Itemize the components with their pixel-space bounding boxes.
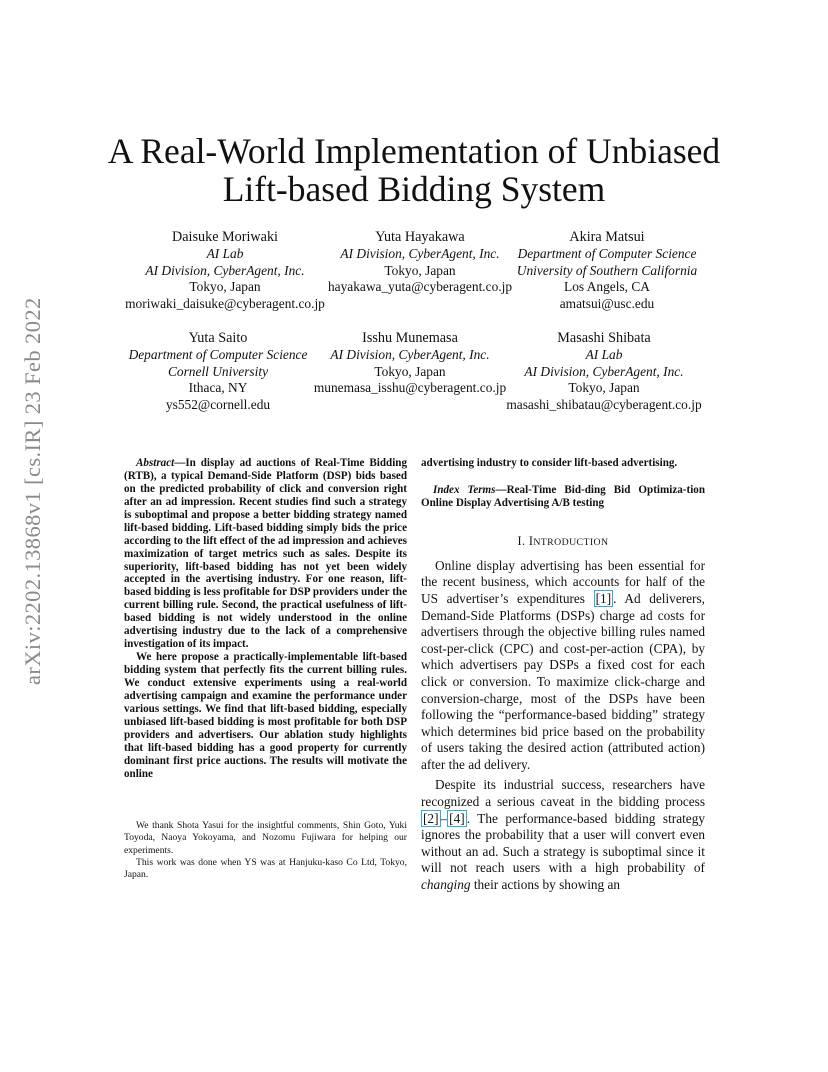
- section-title-rest: NTRODUCTION: [533, 536, 609, 548]
- footnote-acknowledgement: We thank Shota Yasui for the insightful comments, Shin Goto, Yuki Toyoda, Naoya Yokoyama, and Nozomu Fujiwara for helping our experiments.: [124, 820, 407, 856]
- author-email[interactable]: munemasa_isshu@cyberagent.co.jp: [313, 380, 507, 396]
- abstract-paragraph-1: [124, 457, 407, 651]
- abstract-continuation: advertising industry to consider lift-based advertising.: [421, 457, 678, 469]
- author-location: Ithaca, NY: [188, 380, 248, 396]
- author-block: [314, 330, 506, 397]
- author-name: Masashi Shibata: [557, 330, 651, 346]
- intro-paragraph-1: [421, 558, 705, 774]
- author-affiliation: AI Lab: [585, 346, 623, 362]
- author-affiliation: Department of Computer Science: [128, 346, 308, 362]
- author-block: [328, 229, 512, 296]
- author-block: [125, 229, 325, 313]
- author-email[interactable]: amatsui@usc.edu: [559, 296, 655, 312]
- author-email[interactable]: masashi_shibatau@cyberagent.co.jp: [506, 397, 702, 413]
- author-email[interactable]: moriwaki_daisuke@cyberagent.co.jp: [125, 296, 325, 312]
- author-affiliation: AI Lab: [206, 245, 244, 261]
- author-location: Los Angels, CA: [564, 279, 650, 295]
- intro-text: Online display advertising has been essential for the recent business, which accounts for half of the US advertiser’s expenditures: [421, 557, 705, 606]
- abstract-text: —In display ad auctions of Real-Time Bidding (RTB), a typical Demand-Side Platform (DSP) bids based on the predicted probability of click and conversion right after an ad impression. Recent studies find such a strategy is suboptimal and propose a better bidding strategy named lift-based bidding. Lift-based bidding simply bids the price according to the lift effect of the ad impression and achieves maximization of target metrics such as sales. Despite its superiority, lift-based bidding has not yet been widely accepted in the avertising industry. For one reason, lift-based bidding is less profitable for DSP providers under the current billing rule. Second, the practical usefulness of lift-based bidding is not widely understood in the online advertising industry due to the lack of a comprehensive investigation of its impact.: [124, 457, 407, 651]
- right-column: [421, 457, 705, 894]
- author-name: Akira Matsui: [569, 229, 645, 245]
- abstract-paragraph-2: We here propose a practically-implementable lift-based bidding system that perfectly fits the current billing rules. We conduct extensive experiments using a real-world advertising campaign and examine the performance under various settings. We find that lift-based bidding, especially unbiased lift-based bidding is most profitable for both DSP providers and advertisers. Our ablation study highlights that lift-based bidding has a good property for currently dominant first price auctions. The results will motivate the online: [124, 651, 407, 780]
- author-affiliation: AI Division, CyberAgent, Inc.: [145, 262, 305, 278]
- left-column: [124, 457, 407, 780]
- arxiv-identifier: arXiv:2202.13868v1 [cs.IR] 23 Feb 2022: [20, 297, 45, 685]
- author-block: [517, 229, 697, 313]
- author-location: Tokyo, Japan: [568, 380, 640, 396]
- intro-text: Despite its industrial success, researchers have recognized a serious caveat in the bidding process: [421, 777, 705, 810]
- abstract-label: Abstract: [136, 457, 175, 469]
- author-affiliation: University of Southern California: [516, 262, 698, 278]
- author-affiliation: AI Division, CyberAgent, Inc.: [524, 363, 684, 379]
- title-line-1: A Real-World Implementation of Unbiased: [107, 131, 721, 171]
- author-affiliation: AI Division, CyberAgent, Inc.: [330, 346, 490, 362]
- intro-text: . Ad deliverers, Demand-Side Platforms (DSPs) charge ad costs for advertisers through the objective billing rules named cost-per-click (CPC) and cost-per-action (CPA), by which advertisers pay DSPs a fixed cost for each click or conversion. To maximize click-charge and conversion-charge, most of the DSPs have been following the “performance-based bidding” strategy which determines bid price based on the probability of users taking the desired action (attributed action) after the ad delivery.: [421, 590, 705, 772]
- index-terms: [421, 484, 705, 510]
- author-block: [129, 330, 308, 414]
- intro-text: their actions by showing an: [470, 877, 621, 893]
- author-affiliation: Department of Computer Science: [517, 245, 697, 261]
- author-name: Isshu Munemasa: [362, 330, 458, 346]
- author-name: Daisuke Moriwaki: [172, 229, 278, 245]
- author-location: Tokyo, Japan: [374, 363, 446, 379]
- citation-link[interactable]: [4]: [449, 810, 465, 826]
- section-heading-introduction: [421, 534, 705, 549]
- intro-paragraph-2: [421, 777, 705, 893]
- section-number: I.: [517, 533, 526, 548]
- intro-text: . The performance-based bidding strategy ignores the probability that a user will convert even without an ad. Such a strategy is suboptimal since it will not reach users with a high probability of: [421, 810, 705, 876]
- author-affiliation: AI Division, CyberAgent, Inc.: [340, 245, 500, 261]
- author-name: Yuta Saito: [188, 330, 248, 346]
- author-affiliation: Cornell University: [167, 363, 269, 379]
- citation-link[interactable]: [2]: [423, 810, 439, 826]
- author-location: Tokyo, Japan: [189, 279, 261, 295]
- author-block: [506, 330, 701, 414]
- author-email[interactable]: hayakawa_yuta@cyberagent.co.jp: [327, 279, 513, 295]
- author-name: Yuta Hayakawa: [375, 229, 465, 245]
- footnote-affiliation: This work was done when YS was at Hanjuku-kaso Co Ltd, Tokyo, Japan.: [124, 856, 407, 881]
- citation-dash: –: [440, 810, 448, 826]
- emphasis-text: changing: [421, 877, 471, 893]
- citation-link[interactable]: [1]: [595, 590, 612, 606]
- index-terms-label: Index Terms: [433, 483, 496, 496]
- section-title-initial: I: [528, 533, 534, 548]
- index-terms-text: —Real-Time Bid-ding Bid Optimiza-tion Online Display Advertising A/B testing: [421, 483, 705, 509]
- author-email[interactable]: ys552@cornell.edu: [165, 397, 271, 413]
- footnotes: [124, 820, 407, 881]
- paper-title: [0, 132, 828, 208]
- author-location: Tokyo, Japan: [384, 262, 456, 278]
- title-line-2: Lift-based Bidding System: [222, 169, 606, 209]
